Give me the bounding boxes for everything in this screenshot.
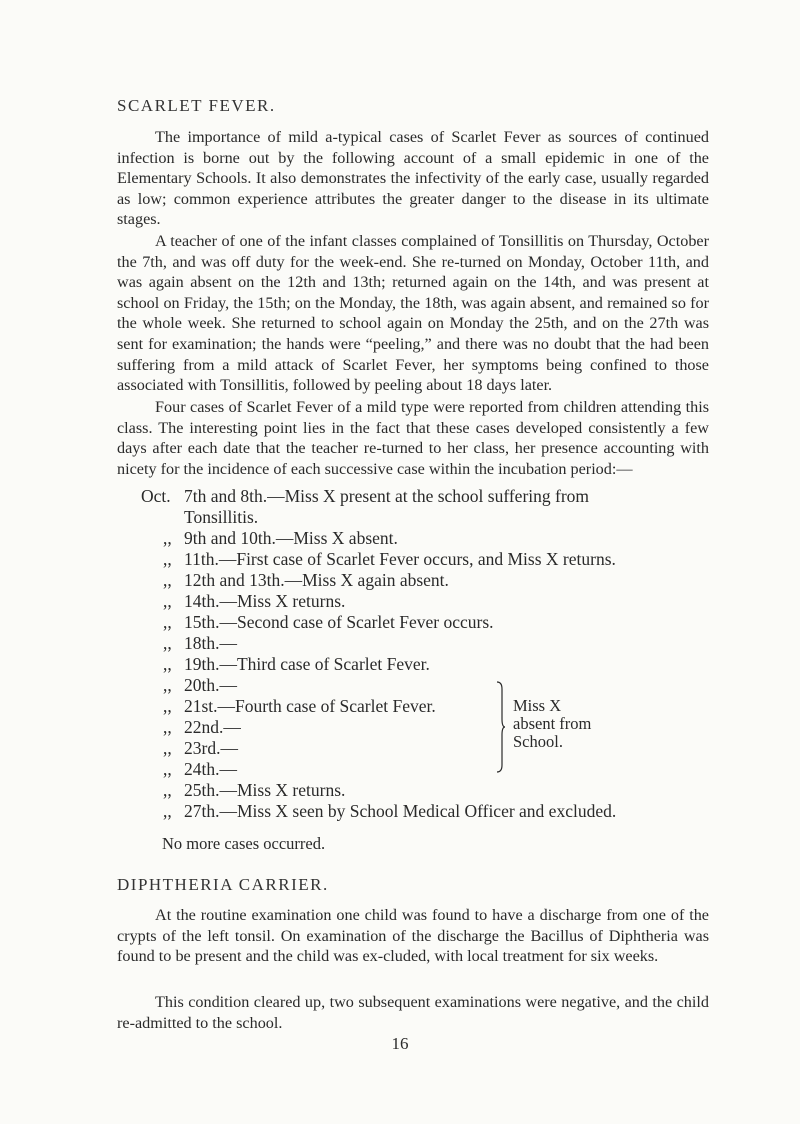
timeline-entry: 25th.—Miss X returns. — [184, 780, 346, 800]
absence-side-note — [513, 697, 591, 751]
page-number: 16 — [391, 1034, 409, 1053]
timeline-entry: 23rd.— — [184, 738, 238, 758]
side-note-line: absent from — [513, 714, 592, 733]
timeline-entry: 24th.— — [184, 759, 237, 779]
timeline-entry: 27th.—Miss X seen by School Medical Officer and excluded. — [184, 801, 617, 821]
section-heading-scarlet-fever: SCARLET FEVER. — [117, 96, 276, 115]
timeline-prefix: ,, — [163, 549, 172, 569]
timeline-prefix: ,, — [163, 591, 172, 611]
timeline-entry: 15th.—Second case of Scarlet Fever occurs. — [184, 612, 494, 632]
side-note-line: Miss X — [513, 696, 562, 715]
timeline-entry: 14th.—Miss X returns. — [184, 591, 346, 611]
timeline-prefix: ,, — [163, 717, 172, 737]
timeline-entry: Tonsillitis. — [184, 507, 259, 527]
timeline-prefix: ,, — [163, 738, 172, 758]
timeline-entry: 7th and 8th.—Miss X present at the school suffering from — [184, 486, 590, 506]
diphtheria-paragraph: At the routine examination one child was found to have a discharge from one of the crypts of the left tonsil. On examination of the discharge the Bacillus of Diphtheria was found to be present and the child was ex-cluded, with local treatment for six weeks. — [117, 906, 709, 966]
right-brace-icon — [496, 681, 506, 773]
timeline-entry: 20th.— — [184, 675, 237, 695]
timeline-prefix: ,, — [163, 696, 172, 716]
timeline-entry: 19th.—Third case of Scarlet Fever. — [184, 654, 430, 674]
timeline-prefix: ,, — [163, 654, 172, 674]
timeline-entry: 21st.—Fourth case of Scarlet Fever. — [184, 696, 436, 716]
timeline-prefix: ,, — [163, 633, 172, 653]
timeline-entry: 18th.— — [184, 633, 237, 653]
timeline-prefix: ,, — [163, 570, 172, 590]
timeline-entry: 11th.—First case of Scarlet Fever occurs, and Miss X returns. — [184, 549, 616, 569]
timeline-prefix: ,, — [163, 528, 172, 548]
section-heading-diphtheria-carrier: DIPHTHERIA CARRIER. — [117, 875, 329, 894]
timeline-prefix: ,, — [163, 675, 172, 695]
diphtheria-followup-paragraph: This condition cleared up, two subsequent examinations were negative, and the child re-admitted to the school. — [117, 993, 709, 1032]
timeline-prefix: ,, — [163, 780, 172, 800]
timeline-entry: 12th and 13th.—Miss X again absent. — [184, 570, 449, 590]
timeline-prefix: ,, — [163, 759, 172, 779]
timeline-prefix: Oct. — [141, 486, 171, 506]
cases-paragraph: Four cases of Scarlet Fever of a mild type were reported from children attending this class. The interesting point lies in the fact that these cases developed consistently a few days after each date that the teacher re-turned to her class, her presence accounting with nicety for the incidence of each successive case within the incubation period:— — [117, 398, 709, 478]
timeline-prefix: ,, — [163, 801, 172, 821]
side-note-line: School. — [513, 732, 563, 751]
timeline-entry: 9th and 10th.—Miss X absent. — [184, 528, 398, 548]
teacher-account-paragraph: A teacher of one of the infant classes complained of Tonsillitis on Thursday, October the 7th, and was off duty for the week-end. She re-turned on Monday, October 11th, and was again absent on the 12th and 13th; returned again on the 14th, and was present at school on Friday, the 15th; on the Monday, the 18th, was again absent, and remained so for the whole week. She returned to school again on Monday the 25th, and on the 27th was sent for examination; the hands were “peeling,” and there was no doubt that the had been suffering from a mild attack of Scarlet Fever, her symptoms being confined to those associated with Tonsillitis, followed by peeling about 18 days later. — [117, 232, 709, 395]
timeline-prefix: ,, — [163, 612, 172, 632]
timeline-entry: 22nd.— — [184, 717, 241, 737]
intro-paragraph: The importance of mild a-typical cases of Scarlet Fever as sources of continued infection is borne out by the following account of a small epidemic in one of the Elementary Schools. It also demonstrates the infectivity of the early case, usually regarded as low; common experience attributes the greater danger to the disease in its ultimate stages. — [117, 128, 709, 229]
closing-statement: No more cases occurred. — [162, 834, 326, 853]
